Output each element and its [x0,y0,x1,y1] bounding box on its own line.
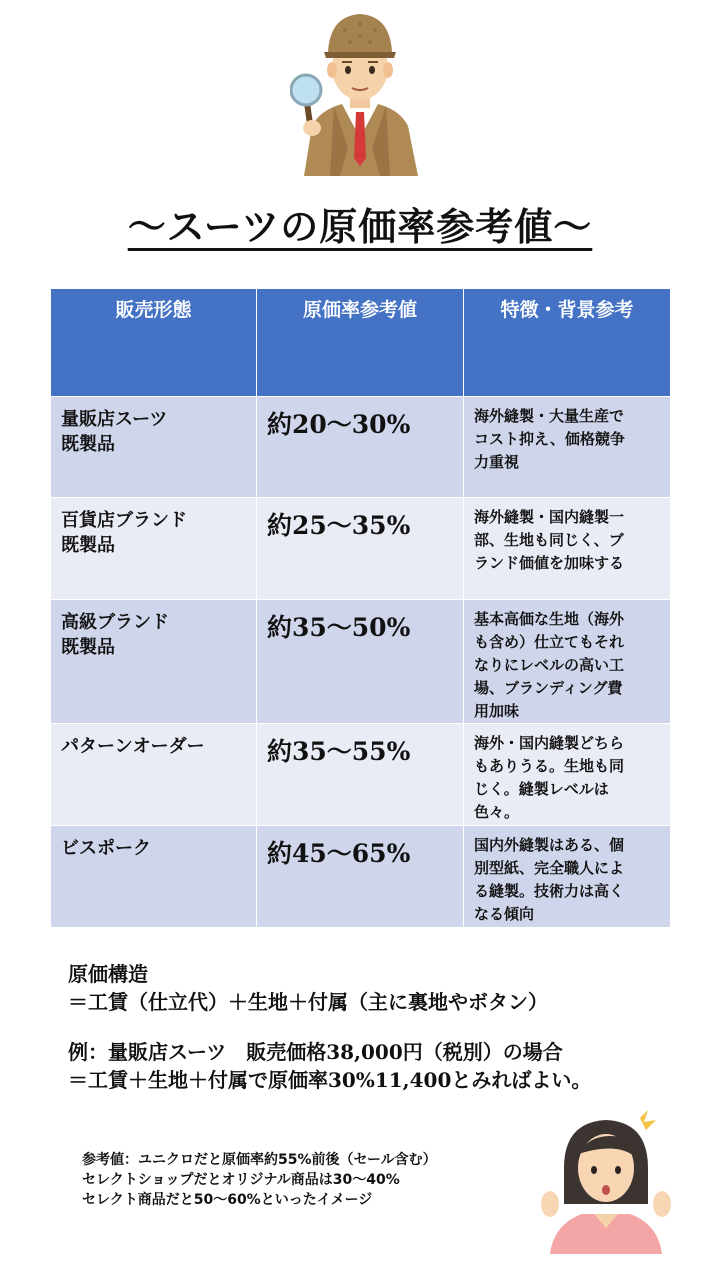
sales-form-line: 量販店スーツ [61,409,168,430]
example-line: 例：量販店スーツ 販売価格38,000円（税別）の場合 [68,1040,563,1064]
feature-line: 別型紙、完全職人によ [474,859,625,877]
sales-form-line: ビスポーク [61,838,151,859]
sales-form-line: パターンオーダー [61,736,205,757]
feature-line: 部、生地も同じく、ブ [474,531,624,549]
cost-rate-table [50,288,671,928]
feature-cell [464,724,671,826]
sales-form-line: 既製品 [61,434,115,455]
sales-form-line: 既製品 [61,637,115,658]
page-title: 〜スーツの原価率参考値〜 [127,204,593,249]
feature-line: 国内外縫製はある、個 [474,836,625,854]
reference-line: セレクト商品だと50〜60%といったイメージ [82,1192,373,1208]
reference-line: 参考値：ユニクロだと原価率約55%前後（セール含む） [82,1152,437,1168]
structure-title: 原価構造 [68,962,148,986]
sales-form-cell [51,600,257,724]
surprised-woman-illustration [536,1108,676,1254]
structure-formula: ＝工賃（仕立代）＋生地＋付属（主に裏地やボタン） [68,990,548,1014]
sales-form-cell [51,397,257,498]
feature-line: 色々。 [474,803,520,821]
column-header: 原価率参考値 [257,289,464,397]
cost-rate-cell: 約45〜65% [257,826,464,928]
table-row [51,600,671,724]
sales-form-line: 高級ブランド [61,612,169,633]
feature-line: なる傾向 [474,905,535,923]
table-row [51,724,671,826]
feature-line: 海外・国内縫製どちら [474,734,625,752]
cost-rate-cell: 約35〜55% [257,724,464,826]
feature-line: 場、ブランディング費 [474,679,623,697]
table-header-row [51,289,671,397]
sales-form-cell [51,724,257,826]
table-row [51,498,671,600]
feature-cell [464,826,671,928]
reference-line: セレクトショップだとオリジナル商品は30〜40% [82,1172,400,1188]
table-row [51,826,671,928]
feature-line: もありうる。生地も同 [474,757,625,775]
feature-line: も含め）仕立てもそれ [474,633,625,651]
feature-cell [464,397,671,498]
cost-rate-cell: 約25〜35% [257,498,464,600]
detective-illustration [290,8,430,176]
feature-line: 用加味 [474,702,520,720]
feature-line: なりにレベルの高い工 [474,656,625,674]
feature-line: コスト抑え、価格競争 [474,430,625,448]
sales-form-cell [51,498,257,600]
feature-line: 海外縫製・大量生産で [474,407,625,425]
cost-rate-cell: 約20〜30% [257,397,464,498]
feature-cell [464,498,671,600]
reference-notes [82,1150,437,1210]
sales-form-line: 百貨店ブランド [61,510,187,531]
feature-line: 海外縫製・国内縫製一 [474,508,625,526]
feature-line: る縫製。技術力は高く [474,882,625,900]
sales-form-cell [51,826,257,928]
feature-line: 基本高価な生地（海外 [474,610,625,628]
table-row [51,397,671,498]
column-header: 販売形態 [51,289,257,397]
cost-rate-cell: 約35〜50% [257,600,464,724]
feature-line: 力重視 [474,453,520,471]
feature-cell [464,600,671,724]
example-result: ＝工賃＋生地＋付属で原価率30%11,400とみればよい。 [68,1068,592,1092]
feature-line: ランド価値を加味する [474,554,625,572]
feature-line: じく。縫製レベルは [474,780,609,798]
sales-form-line: 既製品 [61,535,115,556]
column-header: 特徴・背景参考 [464,289,671,397]
cost-structure-notes [68,960,591,1094]
